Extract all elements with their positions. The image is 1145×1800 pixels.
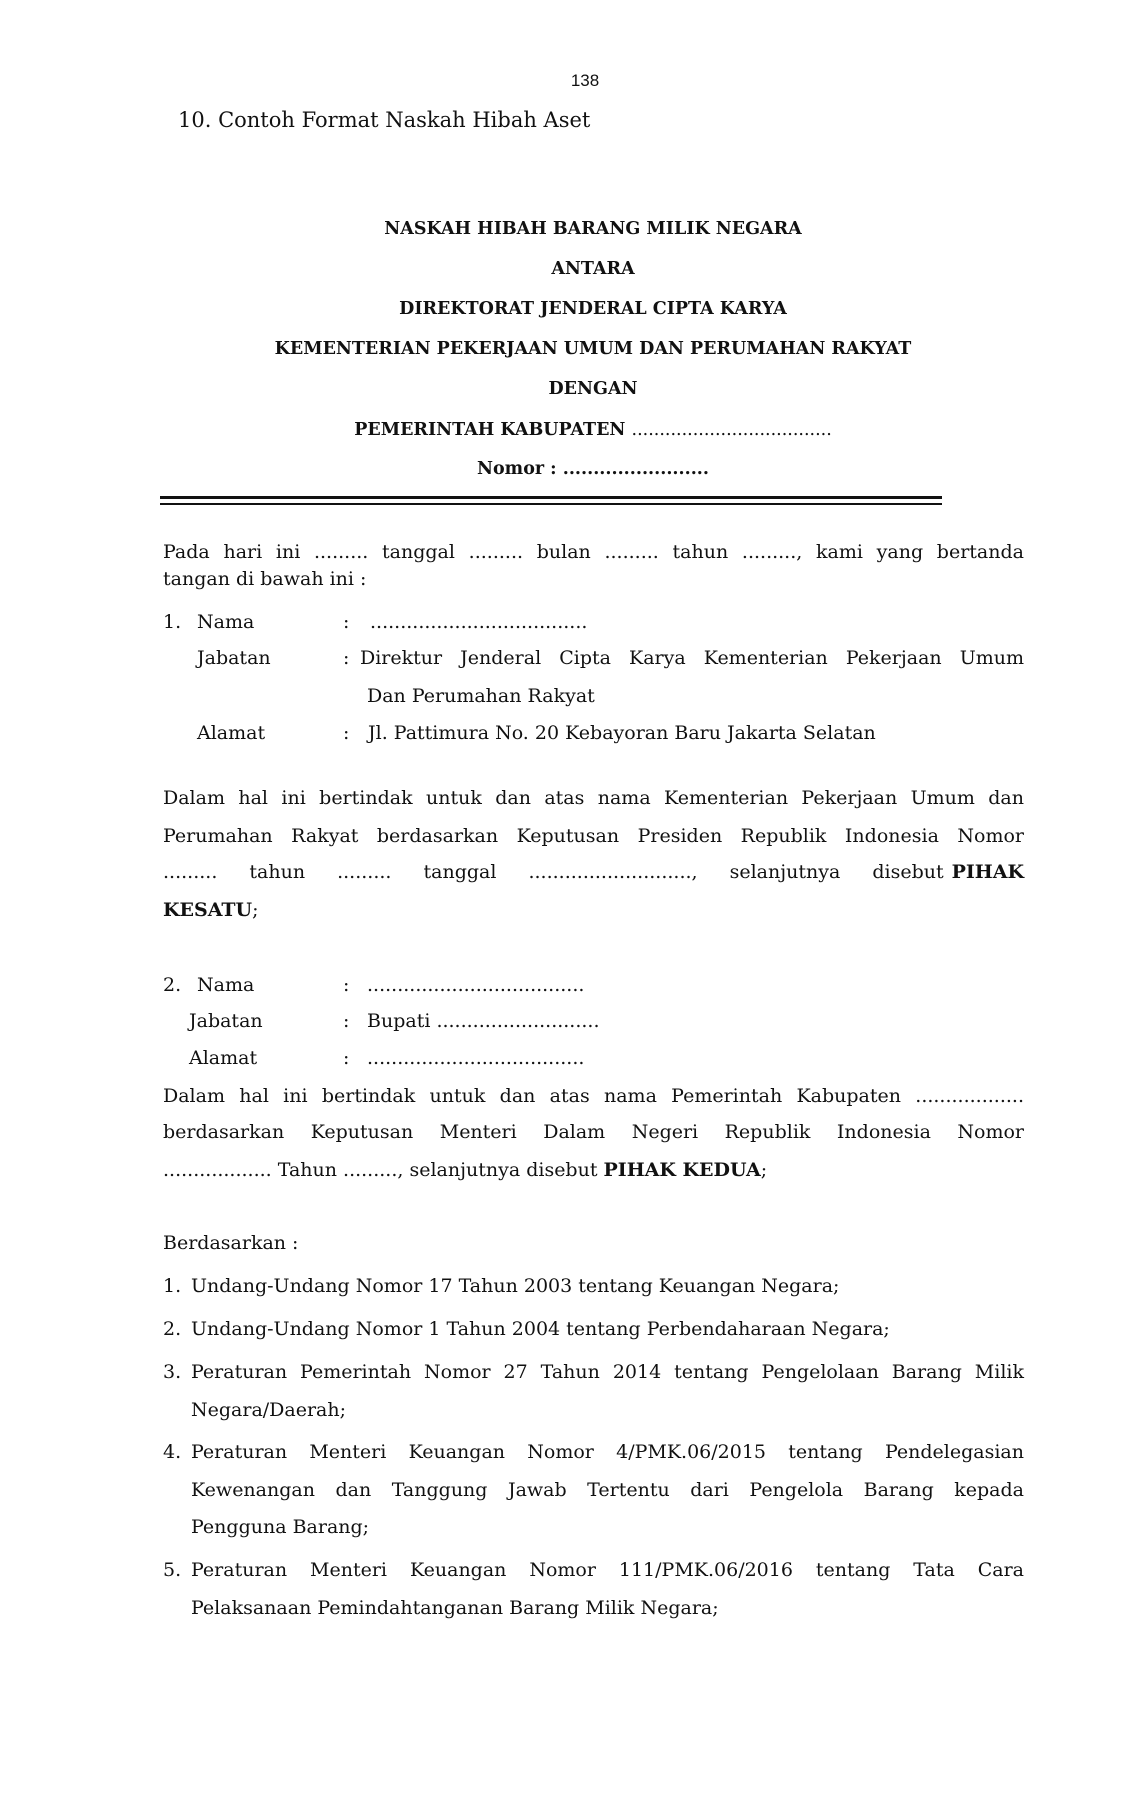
field-label: Jabatan [189, 1010, 263, 1032]
statement-line: Dalam hal ini bertindak untuk dan atas nama Pemerintah Kabupaten .................. [163, 1085, 1024, 1107]
kabupaten-blank: .................................... [631, 420, 832, 440]
field-label: Alamat [189, 1047, 258, 1069]
list-item: Peraturan Menteri Keuangan Nomor 111/PMK.06/2016 tentang Tata Cara [191, 1559, 1024, 1581]
field-value: .................................... [367, 1047, 585, 1069]
field-value: Direktur Jenderal Cipta Karya Kementerian Pekerjaan Umum [360, 647, 1024, 669]
colon: : [343, 647, 350, 669]
list-number: 2. [163, 1318, 182, 1340]
field-label: Jabatan [197, 647, 271, 669]
field-value: .................................... [370, 611, 588, 633]
party-number: 2. [163, 974, 182, 996]
nomor-label: Nomor : [477, 459, 557, 479]
list-item: Pengguna Barang; [191, 1516, 370, 1538]
list-number: 1. [163, 1275, 182, 1297]
nomor-blank: ........................ [562, 459, 709, 479]
title-line: ANTARA [551, 259, 635, 279]
statement-line: Dalam hal ini bertindak untuk dan atas nama Kementerian Pekerjaan Umum dan [163, 787, 1024, 809]
punctuation: ; [252, 899, 259, 921]
opening-line: Pada hari ini ......... tanggal ......... bulan ......... tahun ........., kami yang bertanda [163, 541, 1024, 563]
field-value: Jl. Pattimura No. 20 Kebayoran Baru Jakarta Selatan [368, 722, 876, 744]
colon: : [343, 974, 350, 996]
list-item: Peraturan Pemerintah Nomor 27 Tahun 2014 tentang Pengelolaan Barang Milik [191, 1361, 1024, 1383]
field-value: .................................... [367, 974, 585, 996]
list-number: 4. [163, 1441, 182, 1463]
list-item: Peraturan Menteri Keuangan Nomor 4/PMK.06/2015 tentang Pendelegasian [191, 1441, 1024, 1463]
title-line: KEMENTERIAN PEKERJAAN UMUM DAN PERUMAHAN RAKYAT [274, 339, 912, 359]
punctuation: ; [760, 1159, 768, 1181]
title-line: NASKAH HIBAH BARANG MILIK NEGARA [384, 219, 802, 239]
list-item: Pelaksanaan Pemindahtanganan Barang Milik Negara; [191, 1597, 719, 1619]
field-value: Dan Perumahan Rakyat [367, 685, 595, 707]
colon: : [343, 1047, 350, 1069]
double-rule [160, 496, 942, 499]
list-item: Negara/Daerah; [191, 1399, 347, 1421]
colon: : [343, 1010, 350, 1032]
title-kabupaten [0, 422, 1145, 440]
title-nomor [0, 461, 1145, 479]
pihak-label: PIHAK KEDUA [603, 1159, 761, 1181]
list-item: Kewenangan dan Tanggung Jawab Tertentu dari Pengelola Barang kepada [191, 1479, 1024, 1501]
statement-text: .................. Tahun ........., selanjutnya disebut [163, 1159, 598, 1181]
basis-label: Berdasarkan : [163, 1232, 299, 1254]
list-number: 5. [163, 1559, 182, 1581]
page-number: 138 [570, 71, 600, 90]
opening-line: tangan di bawah ini : [163, 568, 367, 590]
field-value: Bupati ........................... [367, 1010, 600, 1032]
colon: : [343, 611, 350, 633]
party-number: 1. [163, 611, 182, 633]
statement-line [163, 1161, 767, 1180]
field-label: Alamat [197, 722, 266, 744]
kabupaten-label: PEMERINTAH KABUPATEN [354, 420, 626, 440]
list-item: Undang-Undang Nomor 17 Tahun 2003 tentang Keuangan Negara; [191, 1275, 840, 1297]
field-label: Nama [197, 974, 255, 996]
title-line: DIREKTORAT JENDERAL CIPTA KARYA [399, 299, 787, 319]
statement-line [163, 901, 259, 920]
field-label: Nama [197, 611, 255, 633]
title-line: DENGAN [548, 379, 638, 399]
pihak-label: PIHAK [951, 861, 1024, 883]
double-rule [160, 503, 942, 505]
statement-line [163, 863, 1024, 882]
pihak-label: KESATU [163, 899, 253, 921]
statement-line: Perumahan Rakyat berdasarkan Keputusan Presiden Republik Indonesia Nomor [163, 825, 1024, 847]
colon: : [343, 722, 350, 744]
list-number: 3. [163, 1361, 182, 1383]
statement-text: ......... tahun ......... tanggal ..........................., selanjutnya disebut [163, 861, 944, 883]
list-item: Undang-Undang Nomor 1 Tahun 2004 tentang Perbendaharaan Negara; [191, 1318, 890, 1340]
statement-line: berdasarkan Keputusan Menteri Dalam Negeri Republik Indonesia Nomor [163, 1121, 1024, 1143]
section-heading: 10. Contoh Format Naskah Hibah Aset [178, 108, 591, 132]
